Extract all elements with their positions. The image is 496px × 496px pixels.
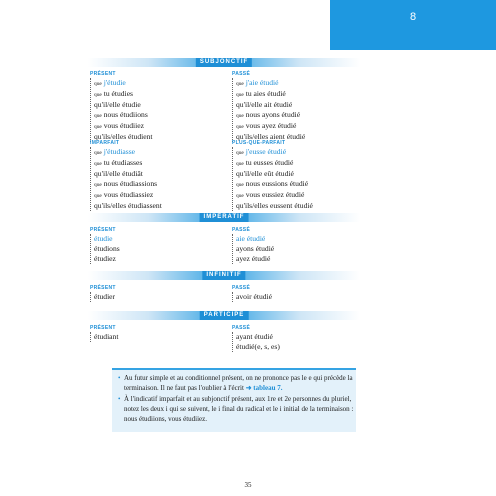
conjugation-row: [94, 332, 118, 342]
conjugation-row: [236, 78, 305, 89]
conjugation-form: tu eusses étudié: [245, 158, 294, 167]
tense-label: PASSÉ: [232, 227, 251, 233]
bullet: •: [118, 395, 121, 403]
conjugation-row: [94, 179, 162, 190]
conjugation-row: [94, 201, 162, 211]
conjugation-form: qu'il/elle étudiât: [94, 169, 143, 178]
conjugation-prefix: que: [236, 161, 244, 167]
conjugation-form: étudie: [94, 234, 113, 243]
conjugation-row: [94, 254, 120, 264]
conjugation-row: [236, 201, 313, 211]
conjugation-row: [236, 179, 313, 190]
cross-reference: ➜ tableau 7.: [245, 384, 283, 392]
chapter-number: 8: [409, 11, 417, 23]
conjugation-row: [236, 292, 272, 302]
conjugation-block: [232, 147, 313, 211]
conjugation-form: j'étudiasse: [103, 147, 136, 156]
conjugation-form: avoir étudié: [236, 292, 273, 301]
conjugation-prefix: que: [94, 161, 102, 167]
conjugation-prefix: que: [236, 113, 244, 119]
conjugation-form: tu étudiasses: [103, 158, 143, 167]
conjugation-row: [236, 147, 313, 158]
conjugation-block: [90, 332, 118, 342]
conjugation-form: étudiant: [94, 332, 119, 341]
conjugation-form: qu'il/elle étudie: [94, 100, 141, 109]
conjugation-prefix: que: [94, 124, 102, 130]
conjugation-row: [236, 169, 313, 179]
conjugation-prefix: que: [236, 124, 244, 130]
conjugation-row: [94, 292, 115, 302]
conjugation-prefix: que: [236, 193, 244, 199]
tense-label: PRÉSENT: [90, 227, 116, 233]
conjugation-row: [236, 121, 305, 132]
conjugation-row: [94, 190, 162, 201]
conjugation-form: qu'ils/elles étudiassent: [94, 201, 162, 210]
conjugation-block: [232, 332, 280, 352]
conjugation-row: [94, 121, 153, 132]
conjugation-row: [236, 110, 305, 121]
conjugation-row: [94, 78, 153, 89]
conjugation-prefix: que: [94, 81, 102, 87]
tense-label: PRÉSENT: [90, 285, 116, 291]
conjugation-form: étudier: [94, 292, 116, 301]
conjugation-form: j'aie étudié: [245, 78, 279, 87]
tense-label: IMPARFAIT: [90, 140, 120, 146]
conjugation-row: [236, 234, 274, 244]
note-item: [118, 394, 354, 424]
section-title: PARTICIPE: [200, 311, 249, 320]
section-title: IMPÉRATIF: [200, 213, 249, 222]
conjugation-form: étudié(e, s, es): [236, 342, 280, 351]
conjugation-prefix: que: [94, 113, 102, 119]
chapter-tab: [330, 0, 496, 50]
conjugation-row: [236, 342, 280, 352]
conjugation-block: [90, 234, 120, 264]
conjugation-block: [232, 78, 305, 142]
conjugation-row: [236, 244, 274, 254]
conjugation-prefix: que: [94, 182, 102, 188]
conjugation-form: qu'ils/elles eussent étudié: [236, 201, 313, 210]
conjugation-form: nous ayons étudié: [245, 110, 301, 119]
conjugation-prefix: que: [236, 150, 244, 156]
conjugation-form: qu'ils/elles étudient: [94, 132, 153, 141]
conjugation-form: vous étudiiez: [103, 121, 144, 130]
section-header-infinitif: [88, 271, 360, 280]
conjugation-form: ayons étudié: [236, 244, 275, 253]
conjugation-row: [94, 169, 162, 179]
conjugation-form: étudiez: [94, 254, 116, 263]
section-title: SUBJONCTIF: [196, 58, 252, 67]
conjugation-block: [90, 292, 115, 302]
conjugation-row: [94, 110, 153, 121]
conjugation-prefix: que: [94, 193, 102, 199]
conjugation-form: vous étudiassiez: [103, 190, 154, 199]
conjugation-form: j'étudie: [103, 78, 126, 87]
conjugation-form: tu aies étudié: [245, 89, 286, 98]
note-text: À l'indicatif imparfait et au subjonctif présent, aux 1re et 2e personnes du pluriel, notez les deux i qui se suivent, le i final du radical et le i initial de la terminaison : nous étudiions, vous étudiiez.: [124, 395, 354, 423]
conjugation-form: tu étudies: [103, 89, 134, 98]
conjugation-prefix: que: [94, 92, 102, 98]
tense-label: PASSÉ: [232, 325, 251, 331]
tense-label: PRÉSENT: [90, 325, 116, 331]
conjugation-form: nous étudiions: [103, 110, 148, 119]
conjugation-form: étudions: [94, 244, 120, 253]
conjugation-row: [94, 89, 153, 100]
section-header-imperatif: [88, 213, 360, 222]
conjugation-row: [236, 332, 280, 342]
conjugation-row: [94, 100, 153, 110]
tense-label: PLUS-QUE-PARFAIT: [232, 140, 286, 146]
section-header-subjonctif: [88, 58, 360, 67]
conjugation-row: [236, 190, 313, 201]
section-title: INFINITIF: [202, 271, 245, 280]
conjugation-form: ayant étudié: [236, 332, 273, 341]
conjugation-form: aie étudié: [236, 234, 266, 243]
conjugation-row: [94, 244, 120, 254]
conjugation-prefix: que: [236, 182, 244, 188]
conjugation-form: j'eusse étudié: [245, 147, 287, 156]
conjugation-block: [232, 292, 272, 302]
conjugation-row: [236, 254, 274, 264]
conjugation-prefix: que: [236, 81, 244, 87]
tense-label: PASSÉ: [232, 285, 251, 291]
conjugation-row: [236, 158, 313, 169]
conjugation-block: [232, 234, 274, 264]
conjugation-form: vous eussiez étudié: [245, 190, 305, 199]
conjugation-block: [90, 147, 162, 211]
conjugation-row: [94, 234, 120, 244]
tense-label: PASSÉ: [232, 71, 251, 77]
notes-box: [112, 368, 356, 432]
conjugation-prefix: que: [236, 92, 244, 98]
page-number: 35: [244, 481, 252, 489]
tense-label: PRÉSENT: [90, 71, 116, 77]
conjugation-form: vous ayez étudié: [245, 121, 297, 130]
conjugation-form: qu'il/elle eût étudié: [236, 169, 294, 178]
note-text: Au futur simple et au conditionnel présent, on ne prononce pas le e qui précède la terminaison. Il ne faut pas l'oublier à l'écrit: [124, 374, 353, 392]
conjugation-form: nous eussions étudié: [245, 179, 309, 188]
conjugation-form: qu'ils/elles aient étudié: [236, 132, 306, 141]
bullet: •: [118, 374, 121, 382]
section-header-participe: [88, 311, 360, 320]
conjugation-form: nous étudiassions: [103, 179, 158, 188]
conjugation-block: [90, 78, 153, 142]
conjugation-row: [94, 147, 162, 158]
conjugation-row: [236, 89, 305, 100]
conjugation-prefix: que: [94, 150, 102, 156]
conjugation-form: ayez étudié: [236, 254, 271, 263]
conjugation-row: [94, 158, 162, 169]
note-item: [118, 373, 354, 393]
conjugation-form: qu'il/elle ait étudié: [236, 100, 293, 109]
conjugation-row: [236, 100, 305, 110]
